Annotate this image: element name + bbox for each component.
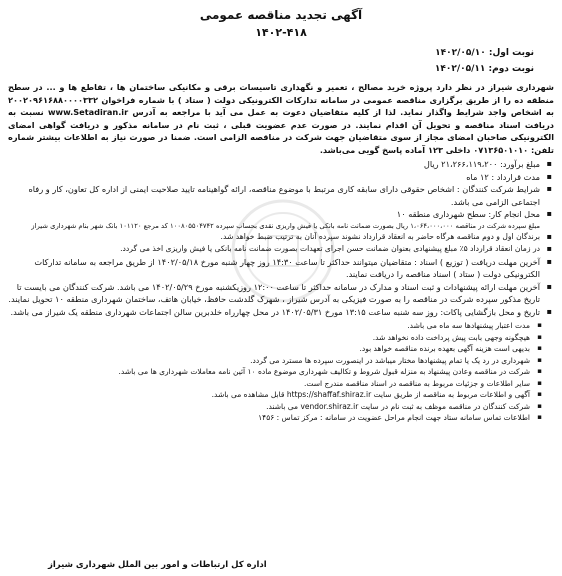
publication-dates [8, 45, 534, 77]
signature: اداره کل ارتباطات و امور بین الملل شهرداری شیراز [48, 560, 267, 570]
proposal-submit-deadline: ▪ آخرین مهلت ارائه پیشنهادات و ثبت اسناد و مدارک در سامانه حداکثر تا ساعت ۱۲:۰۰ روزیکشنبه مورخ ۱۴۰۲/۰۵/۲۹ می باشد. شرکت کنندگان می بایست تا تاریخ مذکور سپرده شرکت در مناقصه را به صورت فیزیکی به آدرس شیراز ، شهرک گلدشت حافظ، خیابان هاتف، ساختمان شهرداری منطقه ۱۰ تحویل نمایند. [8, 281, 554, 306]
work-location: ▪ محل انجام کار: سطح شهرداری منطقه ۱۰ [8, 208, 554, 221]
participant-conditions: ▪ شرایط شرکت کنندگان : اشخاص حقوقی دارای سابقه کاری مرتبط با موضوع مناقصه، ارائه گواهینامه تایید صلاحیت ایمنی از اداره کل تعاون، کار و رفاه اجتماعی الزامی می باشد. [8, 183, 554, 208]
first-publication-date: ۱۴۰۲/۰۵/۱۰ [435, 48, 486, 58]
note-item: ▪ سایر اطلاعات و جزئیات مربوط به مناقصه در اسناد مناقصه مندرج است. [8, 378, 554, 390]
note-item: ▪ بدیهی است هزینه آگهی بعهده برنده مناقصه خواهد بود. [8, 343, 554, 355]
note-item: ▪ آگهی و اطلاعات مربوط به مناقصه از طریق سایت https://shaffaf.shiraz.ir قابل مشاهده می باشد. [8, 389, 554, 401]
second-publication [8, 61, 534, 77]
note-item: ▪ شهرداری در رد یک یا تمام پیشنهادها مختار میباشد در اینصورت سپرده ها مسترد می گردد. [8, 355, 554, 367]
deposit-info: مبلغ سپرده شرکت در مناقصه ۱،۰۶۴،۰۰۰،۰۰۰ ریال بصورت ضمانت نامه بانکی یا فیش واریزی نقدی بحساب سپرده ۱۰۰۸۰۵۵۰۴۷۴۲ کد مرجع ۱۰۱۱۲۰ بانک شهر بنام شهرداری شیراز [31, 221, 540, 230]
notice-code: ۱۴۰۲-۴۱۸ [255, 26, 307, 39]
note-item: ▪ هیچگونه وجهی بابت پیش پرداخت داده نخواهد شد. [8, 332, 554, 344]
first-publication [8, 45, 534, 61]
estimate-amount: ▪ مبلغ برآورد: ۲۱،۲۶۶،۱۱۹،۲۰۰ ریال [8, 158, 554, 171]
first-publication-label: نوبت اول: [488, 48, 534, 58]
note-item: ▪ شرکت در مناقصه وعادن پیشنهاد به منزله قبول شروط و تکالیف شهرداری موضوع ماده ۱۰ آئین نامه معاملات شهرداری ها می باشد. [8, 366, 554, 378]
guarantee-clause: ▪ در زمان انعقاد قرارداد ۵٪ مبلغ پیشنهادی بعنوان ضمانت حسن اجرای تعهدات بصورت ضمانت نامه بانکی یا فیش واریزی اخذ می گردد. [8, 243, 554, 256]
envelope-opening: ▪ تاریخ و محل بازگشایی پاکات: روز سه شنبه ساعت ۱۳:۱۵ مورخ ۱۴۰۲/۰۵/۳۱ در محل چهارراه خلدبرین سالن اجتماعات شهرداری منطقه یک شیراز می باشد. [8, 306, 554, 319]
contract-duration: ▪ مدت قرارداد : ۱۲ ماه [8, 171, 554, 184]
notice-title: آگهی تجدید مناقصه عمومی [199, 8, 363, 22]
note-item: ▪ شرکت کنندگان در مناقصه موظف به ثبت نام در سایت vendor.shiraz.ir می باشند. [8, 401, 554, 413]
second-publication-date: ۱۴۰۲/۰۵/۱۱ [434, 64, 486, 74]
note-item: ▪ مدت اعتبار پیشنهادها سه ماه می باشد. [8, 320, 554, 332]
winners-clause: ▪ برندگان اول و دوم مناقصه هرگاه حاضر به انعقاد قرارداد نشوند سپرده آنان به ترتیب ضبط خواهد شد. [8, 231, 554, 244]
intro-paragraph: شهرداری شیراز در نظر دارد پروژه خرید مصالح ، تعمیر و نگهداری تاسیسات برقی و مکانیکی ساختمان ها ، تقاطع ها و ... در سطح منطقه ده را از طریق برگزاری مناقصه عمومی در سامانه تدارکات الکترونیکی دولت ( ستاد ) با شماره فراخوان ۲۰۰۲۰۹۶۱۶۸۸۰۰۰۰۳۳۲ به اشخاص واجد شرایط واگذار نماید. لذا از کلیه متقاضیان دعوت به عمل می آید با مراجعه به آدرس www.Setadiran.ir نسبت به دریافت اسناد مناقصه و تحویل آن اقدام نمایند. در صورت عدم عضویت قبلی ، ثبت نام در سامانه مذکور و دریافت گواهی امضای الکترونیکی صاحبان امضای مجاز از سوی متقاضیان جهت شرکت در مناقصه الزامی است. ضمنا در صورت نیاز به اطلاعات بیشتر شماره تلفن: ۰۷۱۳۶۵۰۱۰۱۰ داخلی ۱۲۳ آماده پاسخ گویی می‌باشد. [8, 82, 555, 155]
tender-notice [8, 6, 554, 572]
second-publication-label: نوبت دوم: [488, 64, 534, 74]
note-item: ▪ اطلاعات تماس سامانه ستاد جهت انجام مراحل عضویت در سامانه : مرکز تماس : ۱۴۵۶ [8, 412, 554, 424]
document-receive-deadline: ▪ آخرین مهلت دریافت ( توزیع ) اسناد : متقاضیان میتوانند حداکثر تا ساعت ۱۴:۳۰ روز چهار شنبه مورخ ۱۴۰۲/۰۵/۱۸ از طریق مراجعه به سامانه تدارکات الکترونیکی دولت ( ستاد ) اسناد مناقصه را دریافت نمایند. [8, 256, 554, 281]
